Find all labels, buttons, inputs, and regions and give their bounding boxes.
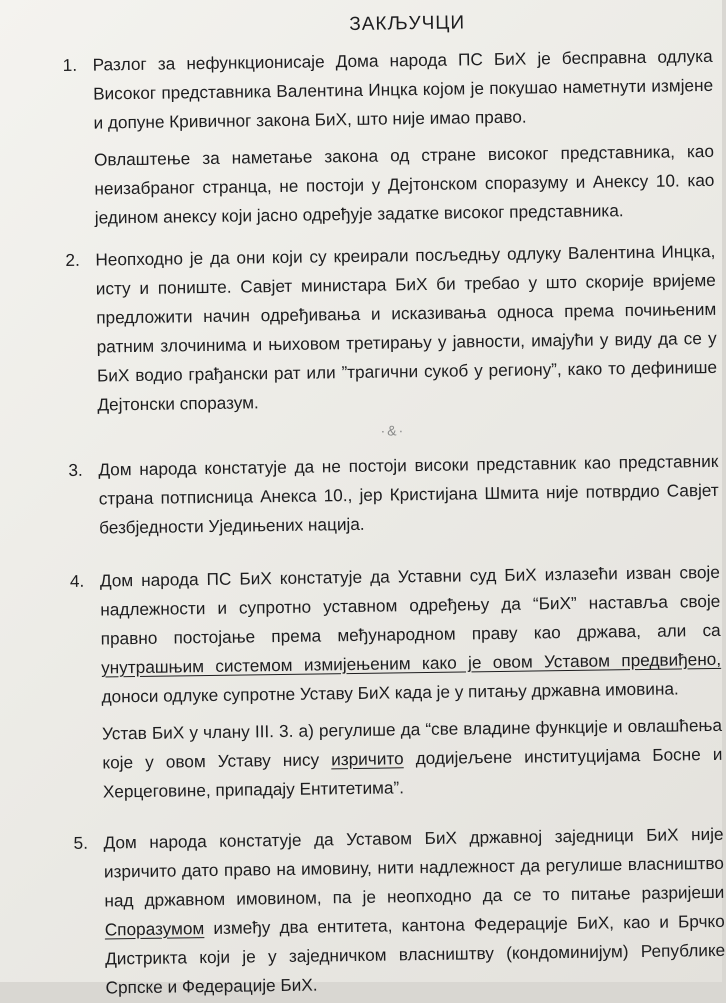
ornament-divider: ·&· [380,422,406,439]
item-1-paragraph-1: Разлог за нефункционисаје Дома народа ПС БиХ је бесправна одлука Високог представника Валентина Инцка којом је покушао наметнути измјене и допуне Кривичног закона БиХ, што није имао право. [92,45,714,133]
conclusion-item-4 [70,558,723,807]
item-3-paragraph-1: Дом народа констатује да не постоји високи представник као представник страна потписница Анекса 10., јер Кристијана Шмита није потврдио Савјет безбједности Уједињених нација. [98,450,719,538]
text-segment: доноси одлуке супротне Уставу БиХ када је у питању државна имовина. [101,678,679,707]
conclusion-item-2 [65,237,717,420]
item-number: 2. [65,249,80,270]
underlined-phrase: унутрашњим системом измијењеним како је овом Уставом предвиђено, [100,648,722,678]
text-segment: између два ентитета, кантона Федерације БиХ, као и Брчко Дистрикта који је у заједничком власништву (кондоминијум) Републике Српске и Федерације БиХ. [105,910,726,998]
item-number: 1. [62,54,78,75]
item-number: 3. [68,459,83,480]
item-number: 5. [73,832,89,853]
underlined-word: изричито [331,748,404,770]
item-4-paragraph-2 [102,711,723,807]
text-segment: Дом народа констатује да Уставом БиХ државној заједници БиХ није изричито дато право на имовину, нити надлежност да регулише власништво над државном имовином, па је неопходно да се то питање разријеши [103,823,725,911]
item-4-paragraph-1 [100,558,722,712]
item-5-paragraph-1 [103,820,725,1003]
conclusion-item-1 [63,42,715,233]
item-number: 4. [69,570,85,591]
document-title: ЗАКЉУЧЦИ [349,12,466,35]
item-2-paragraph-1: Неопходно је да они који су креирали посљедњу одлуку Валентина Инцка, исту и пониште. Савјет министара БиХ би требао у што скорије вријеме предложити начин одређивања и исказивања односа према почињеним ратним злочинима и њиховом третирању у јавности, имајући у виду да се у БиХ водио грађански рат или ”трагични сукоб у региону”, како то дефинише Дејтонски споразум. [95,240,718,415]
document-body [62,5,726,1003]
conclusion-item-3 [68,447,719,543]
text-segment: Дом народа ПС БиХ констатује да Уставни суд БиХ излазећи изван своје надлежности и супротно уставном одређењу да “БиХ” наставља своје правно постојање према међународном праву као држава, али са [99,561,721,649]
text-segment: Устав БиХ у члану III. 3. а) регулише да “све владине функције и овлашћења које у овом Уставу нису [101,714,723,773]
text-segment: додијељене институцијама Босне и Херцеговине, припадају Ентитетима”. [102,743,723,802]
item-1-paragraph-2: Овлаштење за наметање закона од стране високог представника, као неизабраног странца, не постоји у Дејтонском споразуму и Анексу 10. као јединoм анексу који јасно одређује задатке високог представника. [93,140,715,228]
underlined-word: Споразумом [104,918,205,940]
conclusion-item-5 [73,820,725,1003]
